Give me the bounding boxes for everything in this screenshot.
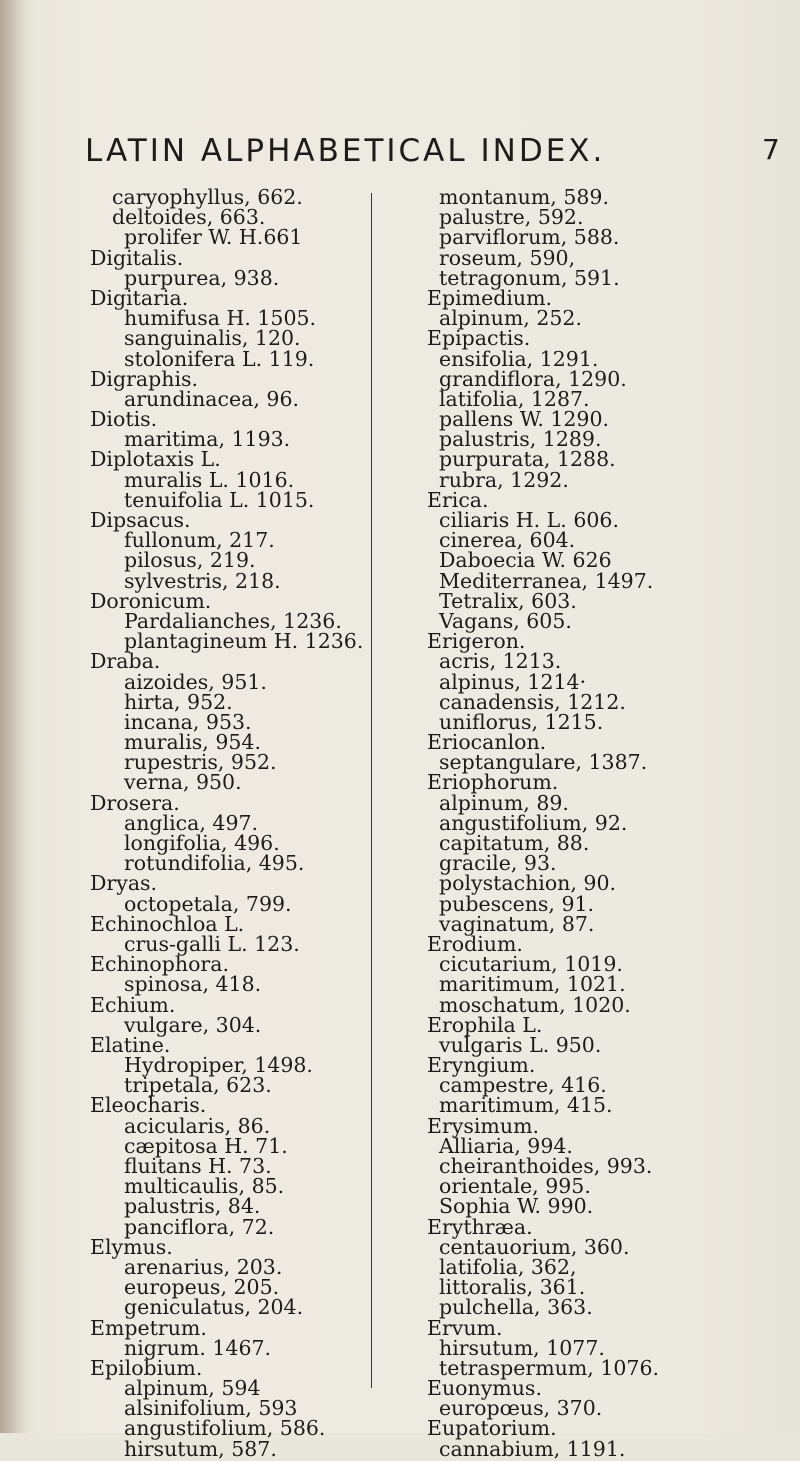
index-genus-entry: Epilobium. xyxy=(90,1355,203,1380)
index-species-entry: tripetala, 623. xyxy=(124,1073,272,1098)
index-genus-entry: Euonymus. xyxy=(427,1376,542,1401)
index-genus-entry: Eryngium. xyxy=(427,1053,536,1078)
index-species-entry: palustre, 592. xyxy=(439,205,584,230)
index-species-entry: Tetralix, 603. xyxy=(439,588,577,613)
index-species-entry: alpinus, 1214· xyxy=(439,669,587,694)
index-species-entry: rupestris, 952. xyxy=(124,750,277,775)
index-species-entry: acris, 1213. xyxy=(439,649,562,674)
index-species-entry: alsinifolium, 593 xyxy=(124,1396,298,1421)
index-species-entry: arundinacea, 96. xyxy=(124,386,300,411)
index-species-entry: ensifolia, 1291. xyxy=(439,346,599,371)
index-genus-entry: Dipsacus. xyxy=(90,508,191,532)
index-species-entry: maritimum, 415. xyxy=(439,1093,613,1118)
index-species-entry: centauorium, 360. xyxy=(439,1234,630,1259)
index-species-entry: maritimum, 1021. xyxy=(439,972,626,997)
index-species-entry: cicutarium, 1019. xyxy=(439,952,623,977)
page-binding-shadow xyxy=(0,0,30,1433)
index-genus-entry: Erica. xyxy=(427,487,489,512)
index-species-entry: muralis, 954. xyxy=(124,730,261,755)
index-species-entry: campestre, 416. xyxy=(439,1073,607,1098)
index-species-entry: rotundifolia, 495. xyxy=(124,851,305,876)
index-species-entry: moschatum, 1020. xyxy=(439,992,631,1017)
index-species-entry: vaginatum, 87. xyxy=(439,911,595,936)
index-genus-entry: Echium. xyxy=(90,992,176,1017)
index-species-entry: cheiranthoides, 993. xyxy=(439,1154,653,1178)
index-species-entry: alpinum, 89. xyxy=(439,790,569,815)
index-genus-entry: Elymus. xyxy=(90,1234,173,1259)
index-species-entry: tetragonum, 591. xyxy=(439,265,620,290)
index-species-entry: cannabium, 1191. xyxy=(439,1436,626,1461)
index-species-entry: roseum, 590, xyxy=(439,245,576,270)
index-genus-entry: Eriocanlon. xyxy=(427,730,547,755)
index-species-entry: canadensis, 1212. xyxy=(439,689,626,714)
index-genus-entry: Diplotaxis L. xyxy=(90,447,221,472)
index-species-entry: incana, 953. xyxy=(124,709,252,734)
index-species-entry: alpinum, 594 xyxy=(124,1376,261,1401)
page-title: LATIN ALPHABETICAL INDEX. xyxy=(85,133,606,169)
index-species-entry: latifolia, 362, xyxy=(439,1254,577,1279)
index-species-entry: plantagineum H. 1236. xyxy=(124,629,364,654)
index-species-entry: grandiflora, 1290. xyxy=(439,366,627,391)
index-species-entry: longifolia, 496. xyxy=(124,831,280,855)
index-species-entry: purpurata, 1288. xyxy=(439,447,616,472)
index-species-entry: pilosus, 219. xyxy=(124,548,256,573)
index-species-entry: hirsutum, 1077. xyxy=(439,1335,605,1360)
index-genus-entry: Dryas. xyxy=(90,871,158,896)
index-species-entry: gracile, 93. xyxy=(439,851,557,876)
index-species-entry: vulgaris L. 950. xyxy=(439,1032,602,1057)
index-species-entry: capitatum, 88. xyxy=(439,831,590,855)
index-species-entry: fluitans H. 73. xyxy=(124,1154,272,1178)
index-species-entry: latifolia, 1287. xyxy=(439,386,590,411)
index-species-entry: tenuifolia L. 1015. xyxy=(124,487,315,512)
index-species-entry: humifusa H. 1505. xyxy=(124,306,317,331)
index-species-entry: angustifolium, 92. xyxy=(439,810,628,835)
index-genus-entry: Echinophora. xyxy=(90,952,229,977)
index-species-entry: acicularis, 86. xyxy=(124,1113,271,1138)
index-species-entry: europœus, 370. xyxy=(439,1396,603,1421)
index-species-entry: hirsutum, 587. xyxy=(124,1436,277,1461)
index-species-entry: angustifolium, 586. xyxy=(124,1416,326,1441)
index-species-entry: tetraspermum, 1076. xyxy=(439,1355,660,1380)
index-genus-entry: Eupatorium. xyxy=(427,1416,557,1441)
index-species-entry: pallens W. 1290. xyxy=(439,407,610,432)
index-genus-entry: Doronicum. xyxy=(90,588,212,613)
index-column-left xyxy=(90,187,362,1459)
index-genus-entry: Erythræa. xyxy=(427,1214,533,1239)
index-species-entry: purpurea, 938. xyxy=(124,265,280,290)
index-species-entry: vulgare, 304. xyxy=(124,1012,262,1037)
index-species-entry: nigrum. 1467. xyxy=(124,1335,272,1360)
index-species-entry: pulchella, 363. xyxy=(439,1295,593,1320)
index-genus-entry: caryophyllus, 662. xyxy=(112,185,303,209)
page-header xyxy=(0,133,800,183)
index-species-entry: Hydropiper, 1498. xyxy=(124,1053,313,1078)
index-species-entry: europeus, 205. xyxy=(124,1275,280,1300)
index-species-entry: maritima, 1193. xyxy=(124,427,291,452)
index-species-entry: palustris, 84. xyxy=(124,1194,261,1219)
index-genus-entry: Digitaria. xyxy=(90,285,189,310)
index-genus-entry: Diotis. xyxy=(90,407,158,432)
index-genus-entry: Ervum. xyxy=(427,1315,503,1340)
index-genus-entry: Erodium. xyxy=(427,931,523,956)
index-species-entry: fullonum, 217. xyxy=(124,528,275,553)
page-number: 7 xyxy=(762,133,780,166)
index-species-entry: panciflora, 72. xyxy=(124,1214,275,1239)
index-species-entry: crus-galli L. 123. xyxy=(124,931,300,956)
index-species-entry: muralis L. 1016. xyxy=(124,467,295,492)
index-species-entry: uniflorus, 1215. xyxy=(439,709,604,734)
index-species-entry: verna, 950. xyxy=(124,770,242,795)
index-species-entry: Sophia W. 990. xyxy=(439,1194,594,1219)
index-species-entry: Alliaria, 994. xyxy=(439,1133,573,1158)
index-species-entry: arenarius, 203. xyxy=(124,1254,283,1279)
index-species-entry: sanguinalis, 120. xyxy=(124,326,301,351)
column-divider xyxy=(371,193,372,1388)
index-species-entry: polystachion, 90. xyxy=(439,871,617,896)
index-genus-entry: Digraphis. xyxy=(90,366,199,391)
index-column-right xyxy=(405,187,785,1459)
index-species-entry: cinerea, 604. xyxy=(439,528,576,553)
index-species-entry: sylvestris, 218. xyxy=(124,568,281,593)
index-species-entry: montanum, 589. xyxy=(439,185,609,209)
index-species-entry: palustris, 1289. xyxy=(439,427,602,452)
index-genus-entry: Empetrum. xyxy=(90,1315,207,1340)
index-species-entry: Pardalianches, 1236. xyxy=(124,608,342,633)
index-species-entry: spinosa, 418. xyxy=(124,972,262,997)
index-species-entry: alpinum, 252. xyxy=(439,306,582,331)
index-species-entry: rubra, 1292. xyxy=(439,467,569,492)
index-genus-entry: Epipactis. xyxy=(427,326,531,351)
index-species-entry: stolonifera L. 119. xyxy=(124,346,315,371)
index-genus-entry: Eriophorum. xyxy=(427,770,559,795)
index-species-entry: aizoides, 951. xyxy=(124,669,267,694)
index-species-entry: littoralis, 361. xyxy=(439,1275,586,1300)
index-species-entry: anglica, 497. xyxy=(124,810,259,835)
index-genus-entry: Erysimum. xyxy=(427,1113,540,1138)
index-genus-entry: Eleocharis. xyxy=(90,1093,207,1118)
index-genus-entry: Draba. xyxy=(90,649,161,674)
index-species-entry: pubescens, 91. xyxy=(439,891,595,916)
index-genus-entry: Erigeron. xyxy=(427,629,526,654)
index-genus-entry: Elatine. xyxy=(90,1032,171,1057)
index-species-entry: geniculatus, 204. xyxy=(124,1295,304,1320)
index-species-entry: prolifer W. H.661 xyxy=(124,225,303,250)
index-species-entry: parviflorum, 588. xyxy=(439,225,620,250)
index-genus-entry: Echinochloa L. xyxy=(90,911,245,936)
index-species-entry: multicaulis, 85. xyxy=(124,1174,285,1199)
index-species-entry: ciliaris H. L. 606. xyxy=(439,508,619,532)
index-genus-entry: Digitalis. xyxy=(90,245,184,270)
index-genus-entry: deltoides, 663. xyxy=(112,205,266,230)
index-species-entry: Mediterranea, 1497. xyxy=(439,568,654,593)
index-species-entry: hirta, 952. xyxy=(124,689,233,714)
index-species-entry: Vagans, 605. xyxy=(439,608,572,633)
index-species-entry: orientale, 995. xyxy=(439,1174,591,1199)
index-species-entry: septangulare, 1387. xyxy=(439,750,648,775)
index-species-entry: Daboecia W. 626 xyxy=(439,548,612,573)
index-genus-entry: Drosera. xyxy=(90,790,180,815)
index-genus-entry: Erophila L. xyxy=(427,1012,543,1037)
index-species-entry: octopetala, 799. xyxy=(124,891,292,916)
index-species-entry: cæpitosa H. 71. xyxy=(124,1133,288,1158)
index-genus-entry: Epimedium. xyxy=(427,285,553,310)
